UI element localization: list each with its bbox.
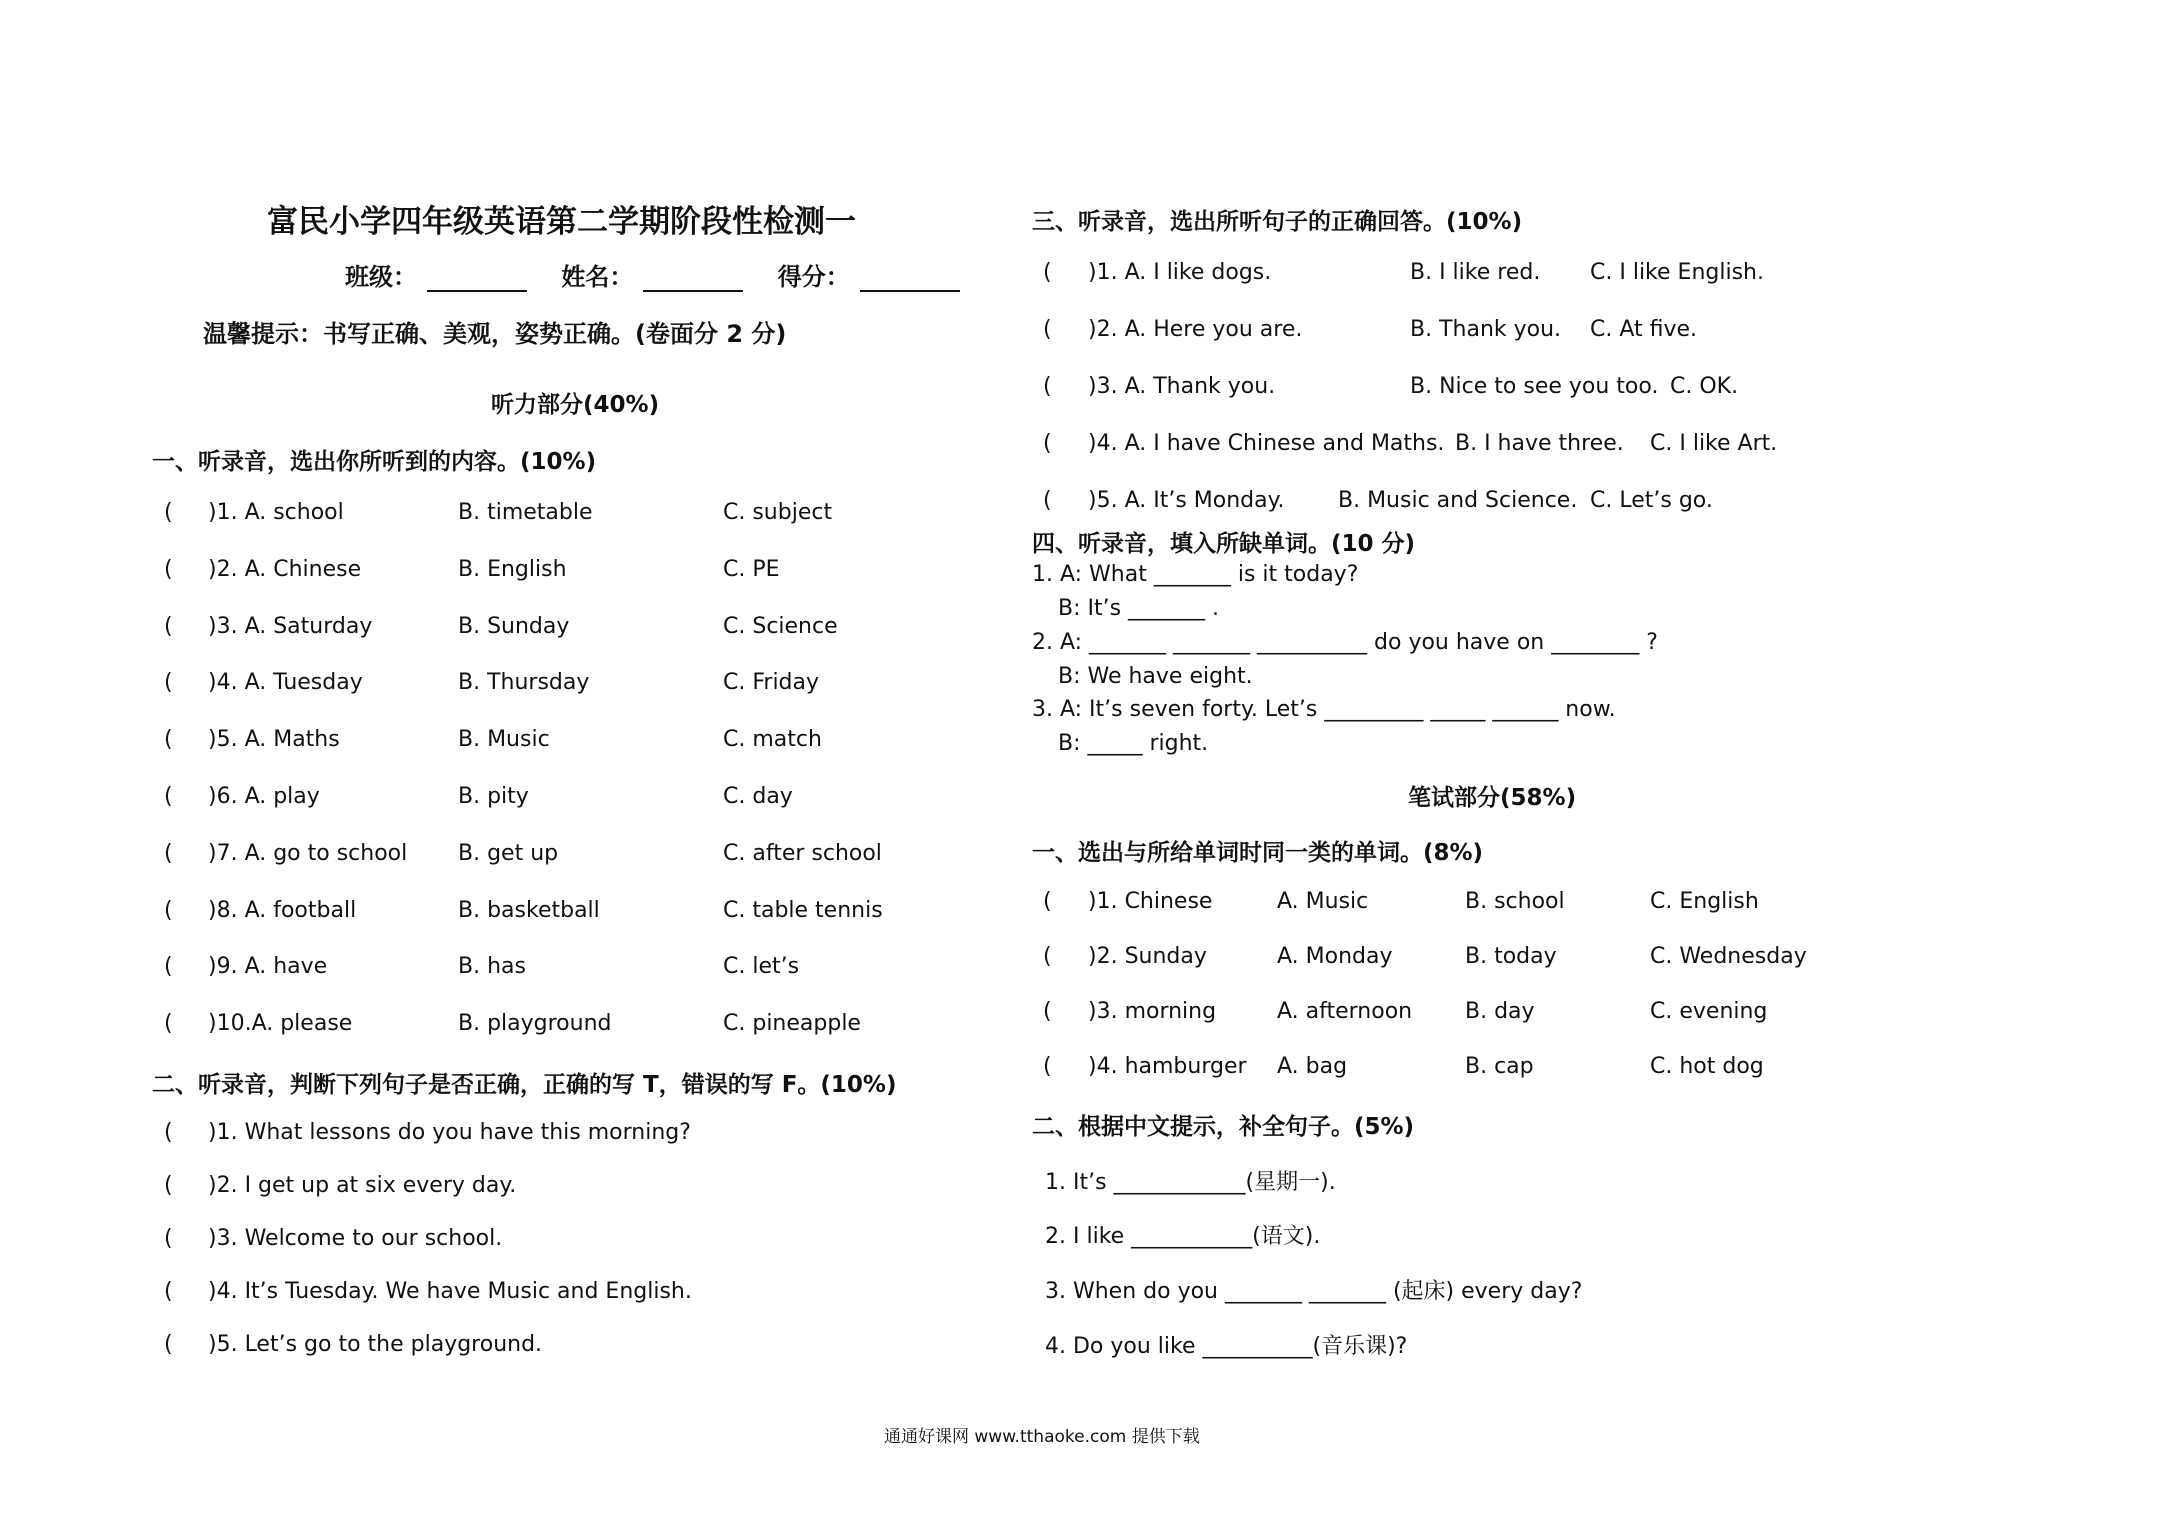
answer-paren[interactable]: (	[1043, 431, 1052, 456]
item-option-c: C. OK.	[1670, 374, 1739, 399]
answer-paren[interactable]: (	[164, 840, 173, 866]
writing-tip: 温馨提示：书写正确、美观，姿势正确。(卷面分 2 分)	[203, 320, 787, 348]
answer-paren[interactable]: (	[164, 1226, 173, 1251]
given-word: )3. morning	[1088, 999, 1217, 1024]
answer-paren[interactable]: (	[164, 897, 173, 923]
item-option-a: )9. A. have	[208, 954, 328, 980]
sentence-3: 3. When do you _______ _______ (起床) every day?	[1045, 1279, 1583, 1304]
given-word: )1. Chinese	[1088, 889, 1213, 914]
item-option-b: B. I have three.	[1455, 431, 1624, 456]
item-option-c: C. Friday	[723, 670, 820, 696]
list-item	[0, 488, 2168, 522]
fill-line-3b: B: _____ right.	[1058, 731, 1209, 756]
item-option-b: B. English	[458, 556, 567, 582]
item-option-a: )2. A. Chinese	[208, 556, 362, 582]
answer-paren[interactable]: (	[164, 613, 173, 639]
given-word: )2. Sunday	[1088, 944, 1207, 969]
item-option-b: B. pity	[458, 784, 529, 809]
item-option-a: )4. A. Tuesday	[208, 670, 363, 696]
sentence-1: 1. It’s ____________(星期一).	[1045, 1170, 1336, 1195]
item-option-b: B. Music and Science.	[1338, 488, 1578, 513]
answer-paren[interactable]: (	[164, 1011, 173, 1037]
statement-text: )2. I get up at six every day.	[208, 1173, 517, 1198]
item-option-c: C. PE	[723, 556, 780, 582]
item-option-c: C. hot dog	[1650, 1054, 1764, 1079]
answer-paren[interactable]: (	[1043, 260, 1052, 285]
item-option-c: C. English	[1650, 889, 1759, 914]
answer-paren[interactable]: (	[1043, 317, 1052, 342]
item-option-b: B. I like red.	[1410, 260, 1541, 285]
list-item	[0, 944, 2168, 978]
item-option-b: B. playground	[458, 1011, 612, 1037]
list-item	[0, 1054, 2168, 1088]
answer-paren[interactable]: (	[1043, 999, 1052, 1024]
item-option-a: )10.A. please	[208, 1011, 353, 1037]
sentence-4: 4. Do you like __________(音乐课)?	[1045, 1334, 1408, 1359]
item-option-a: A. bag	[1277, 1054, 1348, 1079]
item-option-c: C. evening	[1650, 999, 1768, 1024]
item-option-a: A. Music	[1277, 889, 1369, 914]
item-option-b: B. today	[1465, 944, 1557, 969]
item-option-c: C. Let’s go.	[1590, 488, 1713, 513]
section-1-heading: 一、听录音，选出你所听到的内容。(10%)	[152, 449, 597, 475]
item-option-c: C. let’s	[723, 954, 800, 980]
statement-text: )1. What lessons do you have this morning?	[208, 1120, 691, 1145]
list-item	[0, 889, 2168, 923]
item-option-c: C. match	[723, 727, 822, 753]
answer-paren[interactable]: (	[164, 1120, 173, 1145]
fill-line-1b: B: It’s _______ .	[1058, 596, 1220, 621]
answer-paren[interactable]: (	[1043, 1054, 1052, 1079]
item-option-a: A. afternoon	[1277, 999, 1413, 1024]
answer-paren[interactable]: (	[1043, 488, 1052, 513]
item-option-c: C. I like English.	[1590, 260, 1764, 285]
answer-paren[interactable]: (	[164, 1332, 173, 1357]
item-option-a: )4. A. I have Chinese and Maths.	[1088, 431, 1445, 456]
answer-paren[interactable]: (	[164, 670, 173, 696]
list-item	[0, 317, 2168, 351]
item-option-a: )8. A. football	[208, 897, 357, 923]
item-option-b: B. Thursday	[458, 670, 590, 696]
item-option-b: B. school	[1465, 889, 1565, 914]
item-option-a: )7. A. go to school	[208, 840, 408, 866]
item-option-a: )5. A. It’s Monday.	[1088, 488, 1285, 513]
answer-paren[interactable]: (	[164, 784, 173, 809]
list-item	[0, 374, 2168, 408]
answer-paren[interactable]: (	[1043, 889, 1052, 914]
item-option-a: )1. A. I like dogs.	[1088, 260, 1272, 285]
fill-line-1a: 1. A: What _______ is it today?	[1032, 562, 1359, 587]
answer-paren[interactable]: (	[164, 954, 173, 980]
item-option-b: B. Nice to see you too.	[1410, 374, 1659, 399]
score-label: 得分：	[777, 263, 850, 291]
item-option-b: B. basketball	[458, 897, 600, 923]
item-option-b: B. has	[458, 954, 526, 980]
statement-text: )4. It’s Tuesday. We have Music and English.	[208, 1279, 692, 1304]
written-heading: 笔试部分(58%)	[1408, 785, 1577, 811]
item-option-c: C. pineapple	[723, 1011, 861, 1037]
item-option-b: B. timetable	[458, 500, 593, 525]
item-option-b: B. Sunday	[458, 613, 570, 639]
fill-line-2b: B: We have eight.	[1058, 664, 1253, 689]
item-option-a: )6. A. play	[208, 784, 320, 809]
list-item	[0, 260, 2168, 294]
written-section-2-heading: 二、根据中文提示，补全句子。(5%)	[1032, 1114, 1415, 1140]
item-option-a: )3. A. Saturday	[208, 613, 373, 639]
item-option-c: C. subject	[723, 500, 833, 525]
item-option-b: B. Thank you.	[1410, 317, 1562, 342]
item-option-c: C. after school	[723, 840, 882, 866]
written-section-1-heading: 一、选出与所给单词时同一类的单词。(8%)	[1032, 840, 1484, 866]
answer-paren[interactable]: (	[164, 500, 173, 525]
answer-paren[interactable]: (	[164, 556, 173, 582]
list-item	[0, 431, 2168, 465]
answer-paren[interactable]: (	[164, 1279, 173, 1304]
section-4-heading: 四、听录音，填入所缺单词。(10 分)	[1032, 531, 1416, 557]
fill-line-2a: 2. A: _______ _______ __________ do you have on ________ ?	[1032, 630, 1658, 655]
list-item	[0, 999, 2168, 1033]
sentence-2: 2. I like ___________(语文).	[1045, 1224, 1321, 1249]
item-option-b: B. day	[1465, 999, 1535, 1024]
answer-paren[interactable]: (	[164, 1173, 173, 1198]
answer-paren[interactable]: (	[1043, 374, 1052, 399]
item-option-c: C. Science	[723, 613, 838, 639]
class-label: 班级：	[345, 263, 417, 291]
statement-text: )3. Welcome to our school.	[208, 1226, 503, 1251]
fill-line-3a: 3. A: It’s seven forty. Let’s _________ _____ ______ now.	[1032, 697, 1616, 722]
name-label: 姓名：	[561, 263, 634, 291]
item-option-b: B. get up	[458, 840, 559, 866]
page-title: 富民小学四年级英语第二学期阶段性检测一	[267, 204, 856, 240]
item-option-c: C. Wednesday	[1650, 944, 1807, 969]
footer-source: 通通好课网 www.tthaoke.com 提供下载	[884, 1427, 1200, 1447]
item-option-b: B. cap	[1465, 1054, 1534, 1079]
list-item	[0, 784, 2168, 818]
listening-heading: 听力部分(40%)	[491, 392, 660, 418]
item-option-a: )2. A. Here you are.	[1088, 317, 1303, 342]
section-3-heading: 三、听录音，选出所听句子的正确回答。(10%)	[1032, 209, 1523, 235]
item-option-c: C. day	[723, 784, 793, 809]
given-word: )4. hamburger	[1088, 1054, 1247, 1079]
answer-paren[interactable]: (	[164, 727, 173, 753]
section-2-heading: 二、听录音，判断下列句子是否正确，正确的写 T，错误的写 F。(10%)	[152, 1072, 897, 1098]
item-option-a: )5. A. Maths	[208, 727, 340, 753]
item-option-a: A. Monday	[1277, 944, 1393, 969]
item-option-c: C. I like Art.	[1650, 431, 1778, 456]
answer-paren[interactable]: (	[1043, 944, 1052, 969]
item-option-c: C. table tennis	[723, 897, 883, 923]
item-option-b: B. Music	[458, 727, 550, 753]
item-option-a: )3. A. Thank you.	[1088, 374, 1276, 399]
item-option-a: )1. A. school	[208, 500, 344, 525]
statement-text: )5. Let’s go to the playground.	[208, 1332, 543, 1357]
item-option-c: C. At five.	[1590, 317, 1698, 342]
